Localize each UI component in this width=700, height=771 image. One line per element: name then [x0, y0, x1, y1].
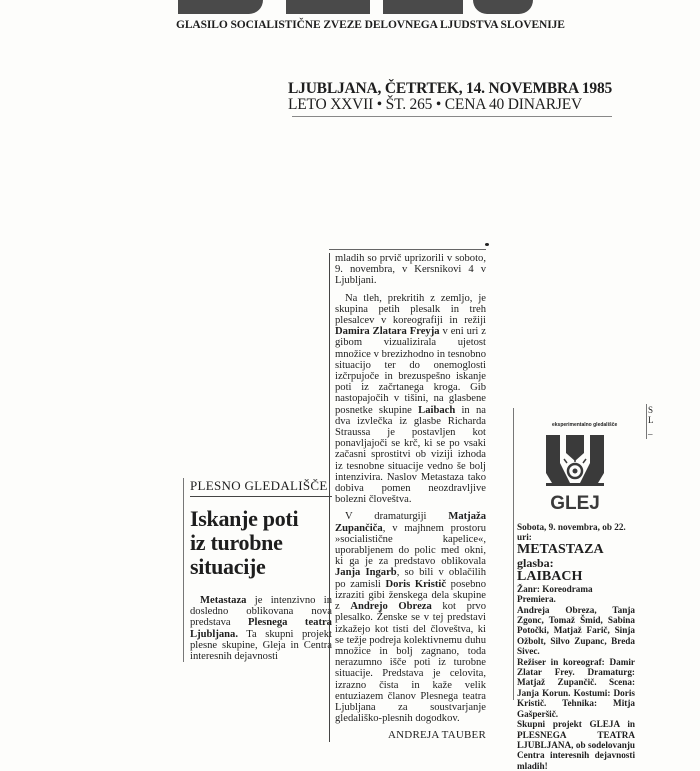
bold-name: Andrejo Obreza [350, 601, 432, 613]
headline-line: iz turobne [190, 530, 283, 555]
text: posebno izraziti gibi ženskega dela skupine z [335, 578, 486, 613]
divider [329, 249, 486, 250]
bold-name: Laibach [418, 404, 456, 416]
music-label: glasba: [517, 555, 554, 570]
article-paragraph: mladih so prvič uprizorili v soboto, 9. novembra, v Kersnikovi 4 v Ljubljani. [335, 253, 486, 287]
event-cast: Andreja Obreza, Tanja Zgonc, Tomaž Šmid, Sabina Potočki, Matjaž Farič, Sinja Ožbolt, Silvo Zupanc, Breda Sivec. [517, 604, 635, 657]
article-body-column [329, 253, 486, 742]
byline: ANDREJA TAUBER [388, 729, 486, 742]
divider [646, 404, 647, 439]
masthead-logo [178, 0, 528, 14]
edge-char: S [648, 405, 654, 415]
event-premiere: Premiera. [517, 594, 556, 605]
bold-name: Doris Kristič [385, 578, 447, 590]
lead-text: Ta skupni projekt plesne skupine, Gleja in Centra interesnih dejavnosti [190, 628, 332, 663]
dateline: LJUBLJANA, ČETRTEK, 14. NOVEMBRA 1985 [288, 80, 613, 97]
issue-line: LETO XXVII • ŠT. 265 • CENA 40 DINARJEV [288, 96, 582, 113]
edge-char: – [648, 429, 653, 439]
bold-name: Damira Zlatara Freyja [335, 326, 440, 338]
text: , v majhnem prostoru »socialistične kapelice«, uporabljenem do polic med okni, ki ga je za predstavo oblikovala [335, 522, 486, 568]
text: in na dva izvlečka iz glasbe Richarda Straussa je postavljen kot ponavljajoči se krč, ki se po vsaki začasni sprostitvi ob viziji izhoda iz tesnobne situacije vedno še bolj intenzivira. Naslov Metastaza tako dobiva pomen neozdravljive bolezni človeštva. [335, 404, 486, 506]
event-title: METASTAZA [517, 541, 604, 557]
ad-caption: eksperimentalno gledališče [552, 422, 618, 428]
glej-logo-icon [544, 433, 606, 513]
lead-bold: Metastaza [200, 595, 247, 606]
masthead-subtitle: GLASILO SOCIALISTIČNE ZVEZE DELOVNEGA LJUDSTVA SLOVENIJE [176, 19, 565, 31]
text: kot prvo plesalko. Ženske se v tej predstavi izkažejo kot tisti del človeštva, ki se težje podreja kolektivnemu duhu množice in bolj zagnano, toda nerazumno išče poti iz turobne situacije. Predstava je celovita, izrazno čista in kaže velik entuziazem članov Plesnega teatra Ljubljana za soustvarjanje gledališko-plesnih dogodkov. [335, 601, 486, 725]
event-credits: Režiser in koreograf: Damir Zlatar Frey. Dramaturg: Matjaž Zupančič. Scena: Janja Korun. Kostumi: Doris Kristič. Tehnika: Mitja Gašperšič. [517, 656, 635, 719]
text: , so bili v oblačilih po zamisli [335, 567, 486, 590]
event-genre: Žanr: Koreodrama [517, 583, 593, 594]
music-artist: LAIBACH [517, 568, 583, 584]
headline-line: situacije [190, 554, 266, 579]
text: v eni uri z gibom vizualizirala ujetost množice v brezizhodno in tesnobno situacijo ter do onemoglosti izčrpujoče in brezuspešno iskanje poti iz začrtanega kroga. Gib nastopajočih v tišini, na glasbene posnetke skupine [335, 326, 486, 416]
headline-line: Iskanje poti [190, 506, 299, 531]
bold-name: Janja Ingarb [335, 567, 397, 579]
divider [292, 116, 612, 117]
event-footer: Skupni projekt GLEJA in PLESNEGA TEATRA LJUBLJANA, ob sodelovanju Centra interesnih dejavnosti mladih! [517, 719, 635, 771]
edge-text-fragment [648, 405, 654, 439]
text: V dramaturgiji [345, 511, 449, 523]
article-paragraph [335, 511, 486, 724]
event-when: Sobota, 9. novembra, ob 22. uri: [517, 522, 626, 543]
article-left-column [183, 478, 332, 662]
bold-name: Matjaža Zupančiča [335, 511, 486, 534]
article-paragraph [335, 293, 486, 506]
article-headline [190, 507, 332, 579]
event-details [517, 522, 635, 771]
article-lead [190, 595, 332, 662]
lead-text: je intenzivno in dosledno oblikovana nova predstava [190, 595, 332, 629]
svg-text:GLEJ: GLEJ [550, 493, 600, 513]
lead-bold: Plesnega teatra Ljubljana. [190, 617, 332, 640]
edge-char: L [648, 415, 654, 425]
article-rubric: PLESNO GLEDALIŠČE [190, 478, 332, 497]
speck [485, 243, 489, 246]
text: Na tleh, prekritih z zemljo, je skupina petih plesalk in treh plesalcev v koreografiji in režiji [335, 292, 486, 327]
